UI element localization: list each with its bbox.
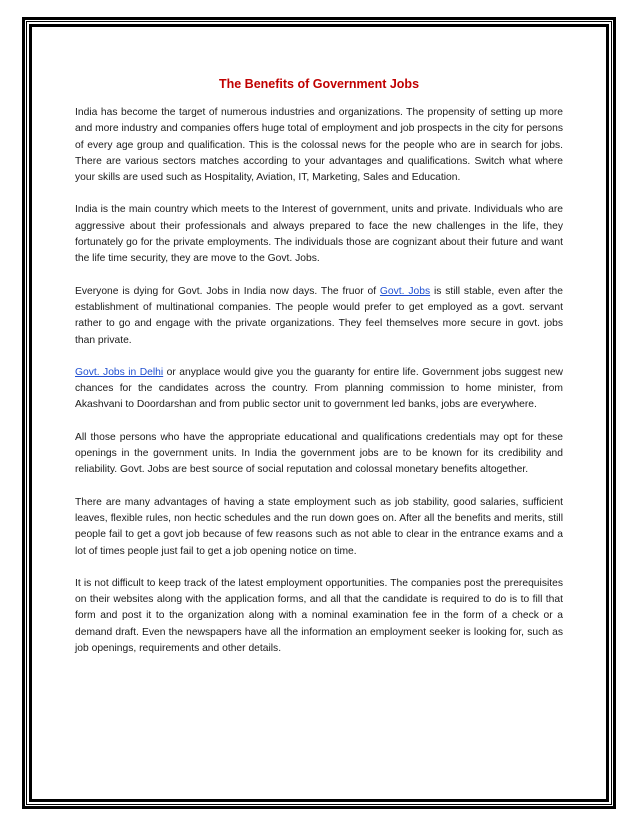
document-title: The Benefits of Government Jobs [218, 77, 420, 91]
govt-jobs-link[interactable]: Govt. Jobs [379, 285, 431, 297]
paragraph-3 [75, 284, 563, 349]
paragraph-6: There are many advantages of having a state employment such as job stability, good salaries, sufficient leaves, flexible rules, non hectic schedules and the run down goes on. After all the benefits and merits, still people fail to get a govt job because of few reasons such as not able to clear in the entrance exams and a lot of times people just fail to get a job opening notice on time. [75, 496, 563, 557]
paragraph-3-text-start: Everyone is dying for Govt. Jobs in India now days. The fruor of [75, 285, 380, 297]
paragraph-2: India is the main country which meets to the Interest of government, units and private. Individuals who are aggressive about their professionals and always prepared to face the new challenges in the life, they fortunately go for the private employments. The individuals those are cognizant about their future and want the life time security, they are move to the Govt. Jobs. [75, 204, 563, 265]
paragraph-4-text: or anyplace would give you the guaranty for entire life. Government jobs suggest new chances for the candidates across the country. From planning commission to home minister, from Akashvani to Doordarshan and from public sector unit to government led banks, jobs are everywhere. [75, 366, 563, 411]
paragraph-7: It is not difficult to keep track of the latest employment opportunities. The companies post the prerequisites on their websites along with the application forms, and all that the candidate is required to do is to fill that form and post it to the organization along with a nominal examination fee in the form of a check or a demand draft. Even the newspapers have all the information an employment seeker is looking for, such as job openings, requirements and other details. [75, 577, 563, 655]
paragraph-4 [75, 365, 563, 414]
paragraph-5: All those persons who have the appropriate educational and qualifications credentials may opt for these openings in the government units. In India the government jobs are to be known for its credibility and reliability. Govt. Jobs are best source of social reputation and colossal monetary benefits altogether. [75, 431, 563, 476]
document-body [75, 76, 563, 673]
paragraph-1: India has become the target of numerous industries and organizations. The propensity of setting up more and more industry and companies offers huge total of employment and job prospects in the city for persons of every age group and qualification. This is the colossal news for the people who are in search for jobs. There are various sectors matches according to your advantages and qualifications. Switch what where your skills are used such as Hospitality, Aviation, IT, Marketing, Sales and Education. [75, 107, 563, 184]
paragraph-3-text-end: is still stable, even after the establishment of multinational companies. The people would prefer to get employed as a govt. servant rather to go and engage with the private organizations. They feel themselves more secure in govt. jobs than private. [75, 285, 564, 346]
govt-jobs-in-delhi-link[interactable]: Govt. Jobs in Delhi [75, 366, 164, 378]
